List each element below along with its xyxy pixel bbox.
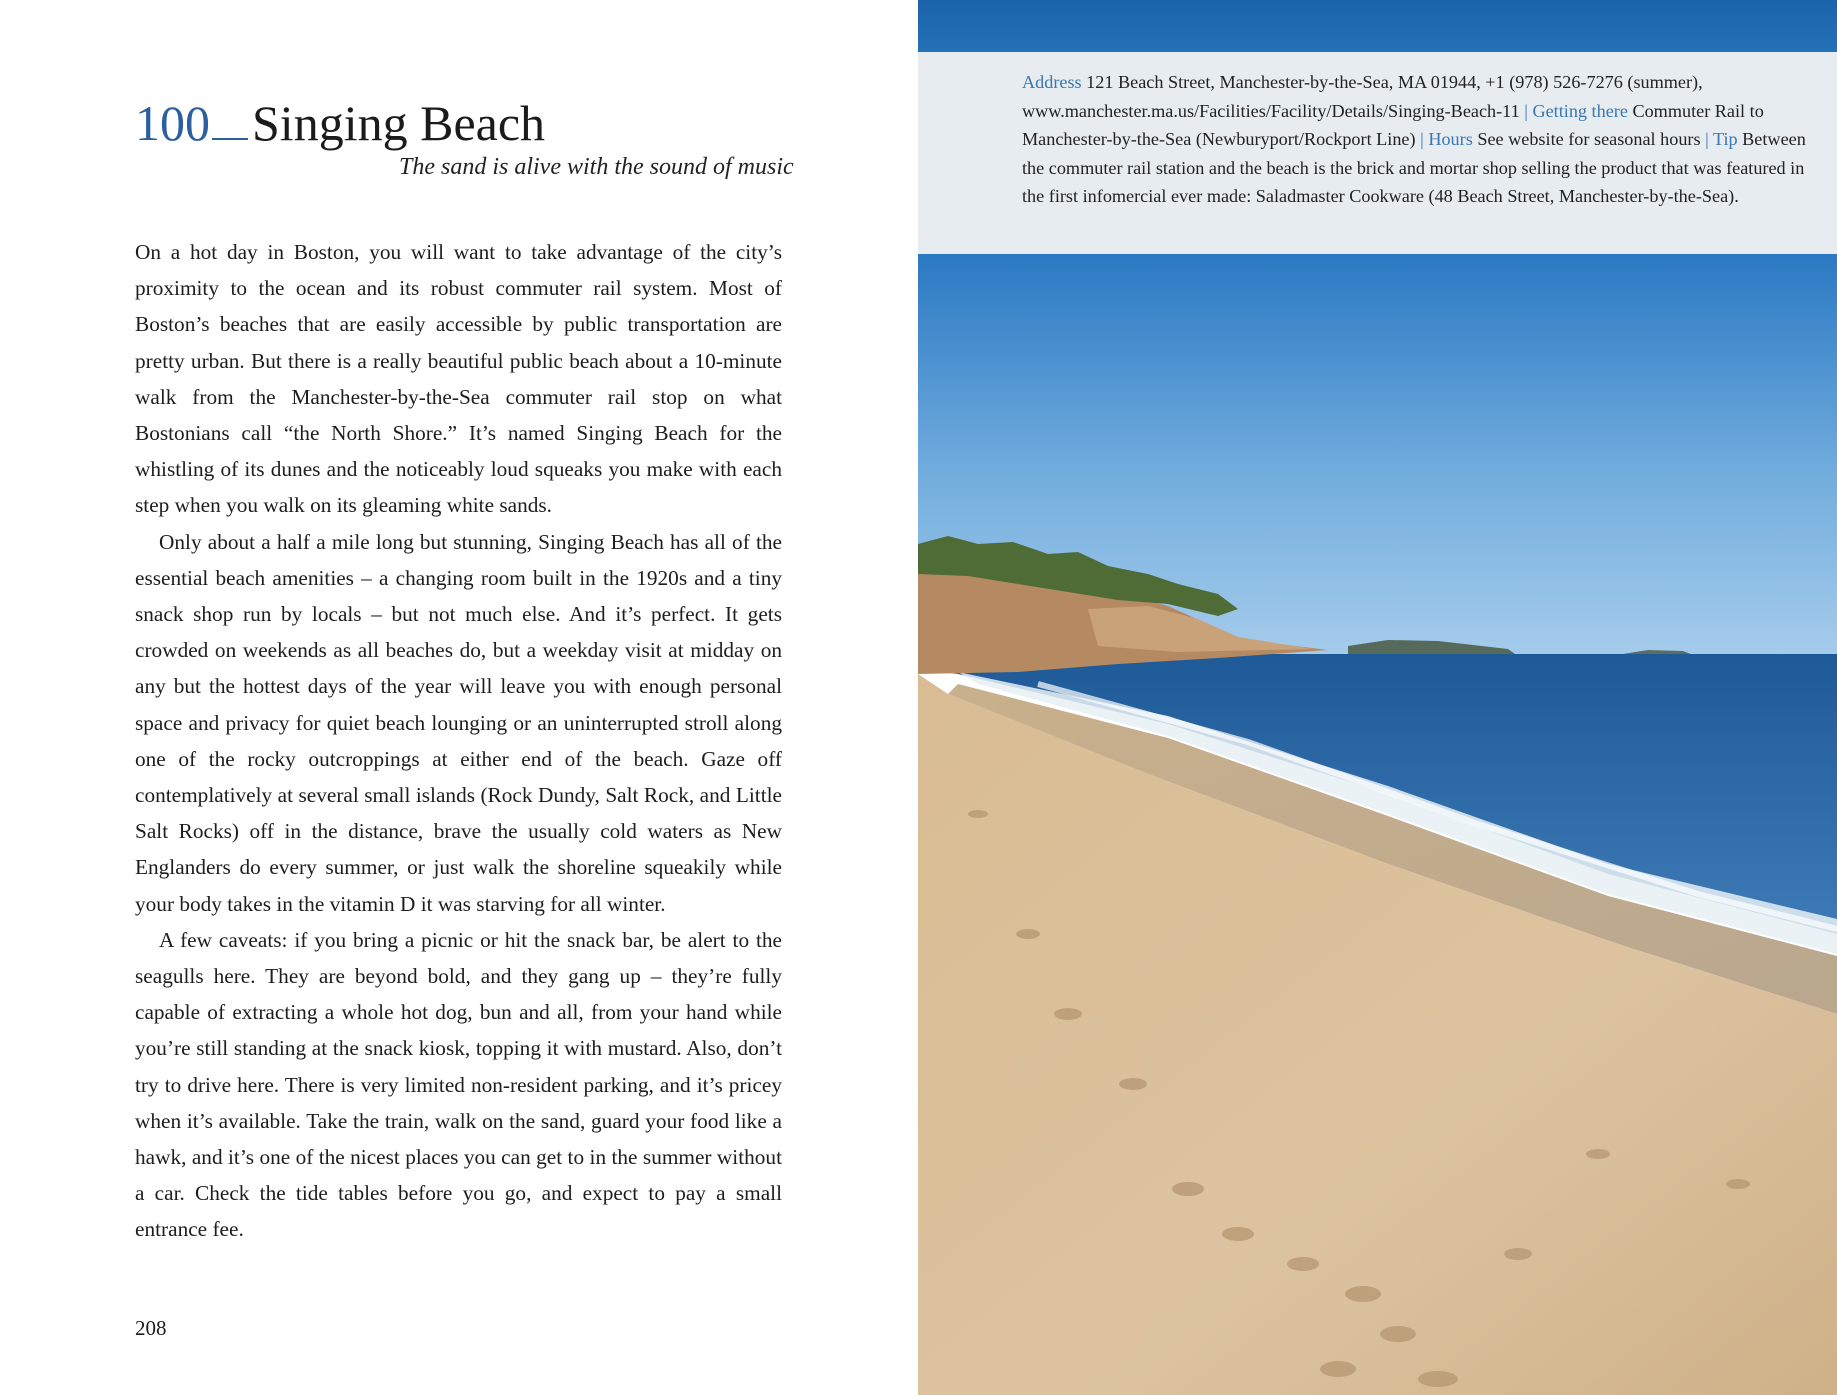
left-page (0, 0, 918, 1395)
hours-text: See website for seasonal hours (1472, 129, 1706, 150)
page-number: 208 (135, 1316, 167, 1340)
address-label: Address (1022, 72, 1082, 92)
tip-label: Tip (1708, 129, 1738, 150)
beach-photo (918, 254, 1837, 1395)
body-paragraph-3: A few caveats: if you bring a picnic or hit the snack bar, be alert to the seagulls here. They are beyond bold, and they gang up – they’re fully capable of extracting a whole hot dog, bun and all, from your hand while you’re still standing at the snack kiosk, topping it with mustard. Also, don’t try to drive here. There is very limited non-resident parking, and it’s pricey when it’s available. Take the train, walk on the sand, guard your food like a hawk, and it’s one of the nicest places you can get to in the summer without a car. Check the tide tables before you go, and expect to pay a small entrance fee. (135, 927, 782, 1242)
tip-text: Between the commuter rail station and the beach is the brick and mortar shop selling the product that was featured in the first infomercial ever made: Saladmaster Cookware (48 Beach Street, Manchester-by-the-Sea). (1022, 129, 1806, 207)
info-separator: | (1705, 129, 1709, 150)
getting-there-label: Getting there (1527, 100, 1628, 121)
entry-heading (135, 92, 815, 180)
article-body (135, 234, 782, 1248)
title-underscore (212, 138, 248, 140)
info-text (1022, 68, 1807, 211)
entry-number: 100 (135, 95, 210, 151)
right-page (918, 0, 1837, 1395)
info-separator: | (1420, 129, 1424, 150)
page-title: Singing Beach (252, 95, 546, 151)
page-subtitle: The sand is alive with the sound of music (399, 154, 794, 180)
title-line (135, 92, 815, 154)
body-paragraph-1: On a hot day in Boston, you will want to take advantage of the city’s proximity to the ocean and its robust commuter rail system. Most of Boston’s beaches that are easily accessible by public transportation are pretty urban. But there is a really beautiful public beach about a 10-minute walk from the Manchester-by-the-Sea commuter rail stop on what Bostonians call “the North Shore.” It’s named Singing Beach for the whistling of its dunes and the noticeably loud squeaks you make with each step when you walk on its gleaming white sands. (135, 240, 782, 518)
info-box (918, 52, 1837, 254)
hours-label: Hours (1423, 129, 1473, 150)
address-text: 121 Beach Street, Manchester-by-the-Sea, MA 01944, +1 (978) 526-7276 (summer), www.manchester.ma.us/Facilities/Facility/Details/Singing-Beach-11 (1022, 72, 1703, 121)
info-separator: | (1524, 100, 1528, 121)
top-color-band (918, 0, 1837, 52)
body-paragraph-2: Only about a half a mile long but stunning, Singing Beach has all of the essential beach amenities – a changing room built in the 1920s and a tiny snack shop run by locals – but not much else. And it’s perfect. It gets crowded on weekends as all beaches do, but a weekday visit at midday on any but the hottest days of the year will leave you with enough personal space and privacy for quiet beach lounging or an uninterrupted stroll along one of the rocky outcroppings at either end of the beach. Gaze off contemplatively at several small islands (Rock Dundy, Salt Rock, and Little Salt Rocks) off in the distance, brave the usually cold waters as New Englanders do every summer, or just walk the shoreline squeakily while your body takes in the vitamin D it was starving for all winter. (135, 529, 782, 916)
getting-there-text: Commuter Rail to Manchester-by-the-Sea (Newburyport/Rockport Line) (1022, 100, 1764, 150)
